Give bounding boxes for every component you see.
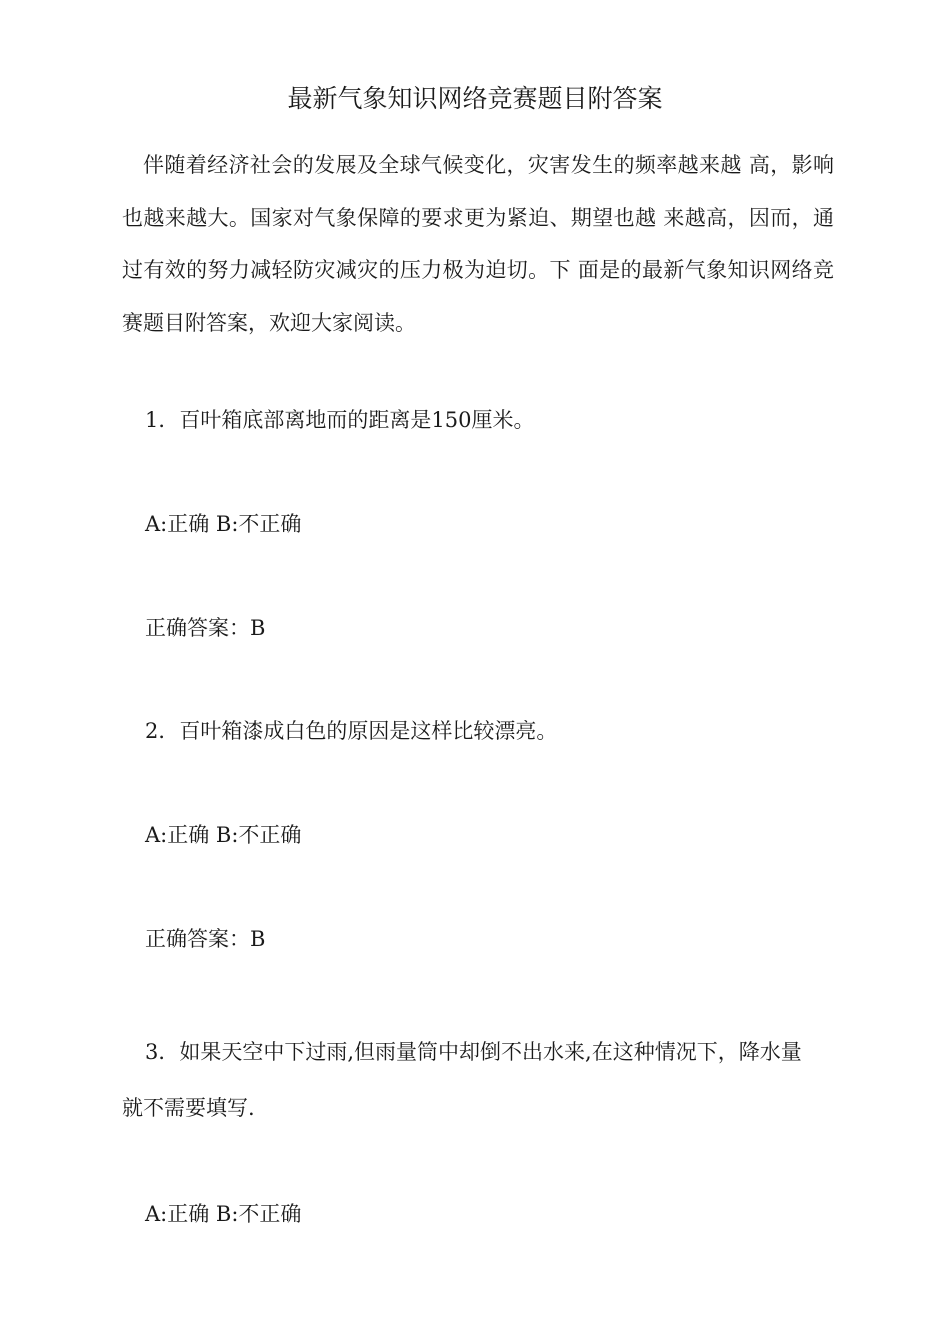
question-3-text: 3．如果天空中下过雨,但雨量筒中却倒不出水来,在这种情况下，降水量就不需要填写. (122, 1040, 802, 1120)
question-2-text: 2．百叶箱漆成白色的原因是这样比较漂亮。 (145, 719, 558, 743)
question-2-answer: 正确答案：B (145, 927, 266, 951)
question-1-options: A:正确 B:不正确 (145, 512, 302, 536)
question-3-options: A:正确 B:不正确 (145, 1202, 302, 1226)
intro-paragraph: 伴随着经济社会的发展及全球气候变化，灾害发生的频率越来越 高，影响也越来越大。国家对气象保障的要求更为紧迫、期望也越 来越高，因而，通过有效的努力减轻防灾减灾的压力极为迫切。下 面是的最新气象知识网络竞赛题目附答案，欢迎大家阅读。 (122, 153, 834, 335)
question-1-text: 1．百叶箱底部离地而的距离是150厘米。 (145, 408, 535, 432)
question-1-answer: 正确答案：B (145, 616, 266, 640)
question-2-options: A:正确 B:不正确 (145, 823, 302, 847)
document-title: 最新气象知识网络竞赛题目附答案 (287, 84, 663, 113)
